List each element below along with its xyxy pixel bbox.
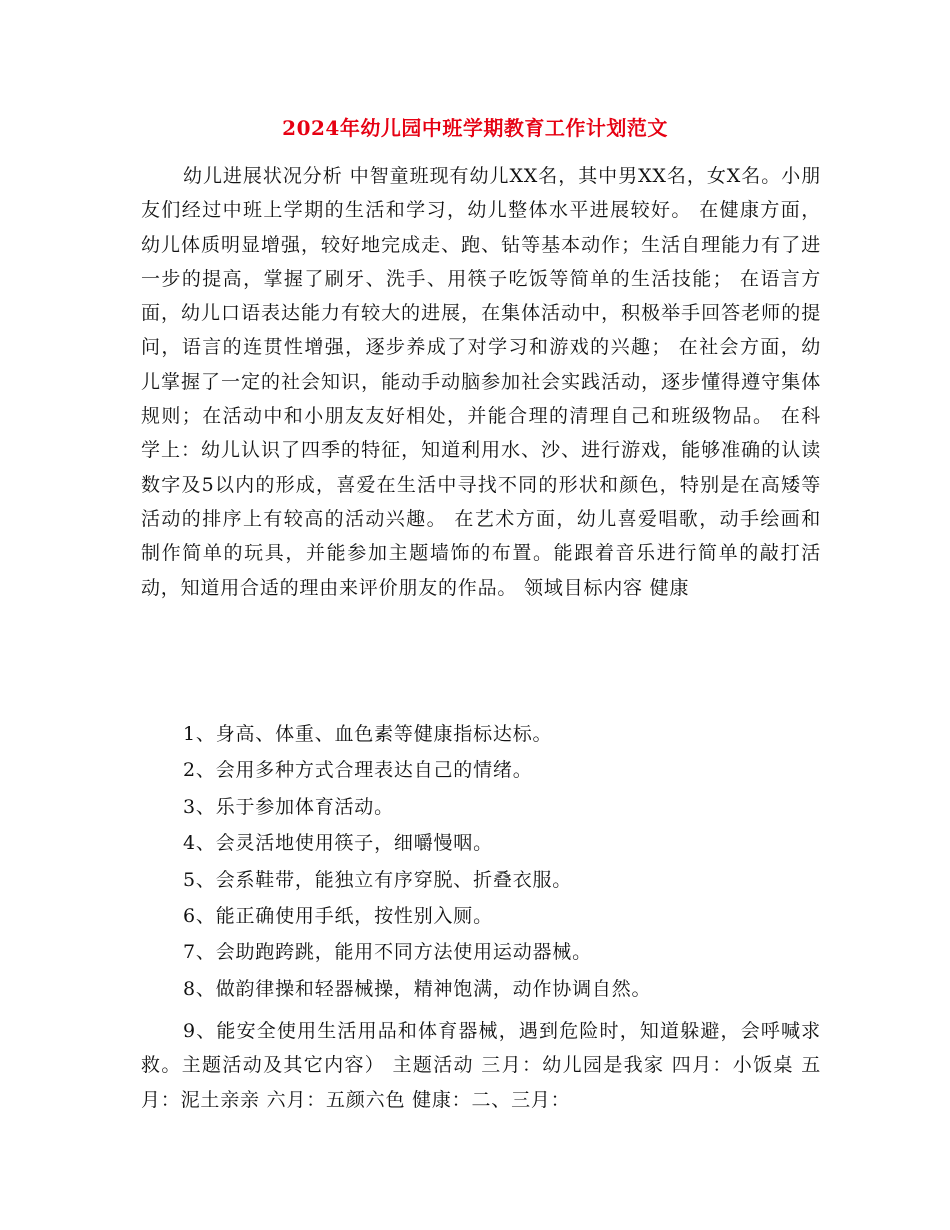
health-goals-list [141, 716, 821, 1007]
list-item: 7、会助跑跨跳，能用不同方法使用运动器械。 [183, 941, 592, 964]
list-item: 1、身高、体重、血色素等健康指标达标。 [183, 723, 553, 745]
list-item: 8、做韵律操和轻器械操，精神饱满，动作协调自然。 [183, 977, 652, 1000]
closing-paragraph: 9、能安全使用生活用品和体育器械，遇到危险时，知道躲避，会呼喊求救。主题活动及其它内容） 主题活动 三月：幼儿园是我家 四月：小饭桌 五月：泥土亲亲 六月：五颜六色 健康：二、三月： [141, 1020, 821, 1111]
document-title: 2024年幼儿园中班学期教育工作计划范文 [282, 116, 668, 140]
list-item: 5、会系鞋带，能独立有序穿脱、折叠衣服。 [183, 868, 573, 891]
list-item: 4、会灵活地使用筷子，细嚼慢咽。 [183, 832, 493, 855]
list-item: 2、会用多种方式合理表达自己的情绪。 [183, 759, 533, 782]
list-item: 3、乐于参加体育活动。 [183, 795, 394, 818]
intro-paragraph: 幼儿进展状况分析 中智童班现有幼儿XX名，其中男XX名，女X名。小朋友们经过中班上学期的生活和学习，幼儿整体水平进展较好。 在健康方面，幼儿体质明显增强，较好地完成走、跑、钻等基本动作；生活自理能力有了进一步的提高，掌握了刷牙、洗手、用筷子吃饭等简单的生活技能； 在语言方面，幼儿口语表达能力有较大的进展，在集体活动中，积极举手回答老师的提问，语言的连贯性增强，逐步养成了对学习和游戏的兴趣； 在社会方面，幼儿掌握了一定的社会知识，能动手动脑参加社会实践活动，逐步懂得遵守集体规则；在活动中和小朋友友好相处，并能合理的清理自己和班级物品。 在科学上：幼儿认识了四季的特征，知道利用水、沙、进行游戏，能够准确的认读数字及5以内的形成，喜爱在生活中寻找不同的形状和颜色，特别是在高矮等活动的排序上有较高的活动兴趣。 在艺术方面，幼儿喜爱唱歌，动手绘画和制作简单的玩具，并能参加主题墙饰的布置。能跟着音乐进行简单的敲打活动，知道用合适的理由来评价朋友的作品。 领域目标内容 健康 [141, 165, 821, 599]
list-item: 6、能正确使用手纸，按性别入厕。 [183, 905, 493, 928]
